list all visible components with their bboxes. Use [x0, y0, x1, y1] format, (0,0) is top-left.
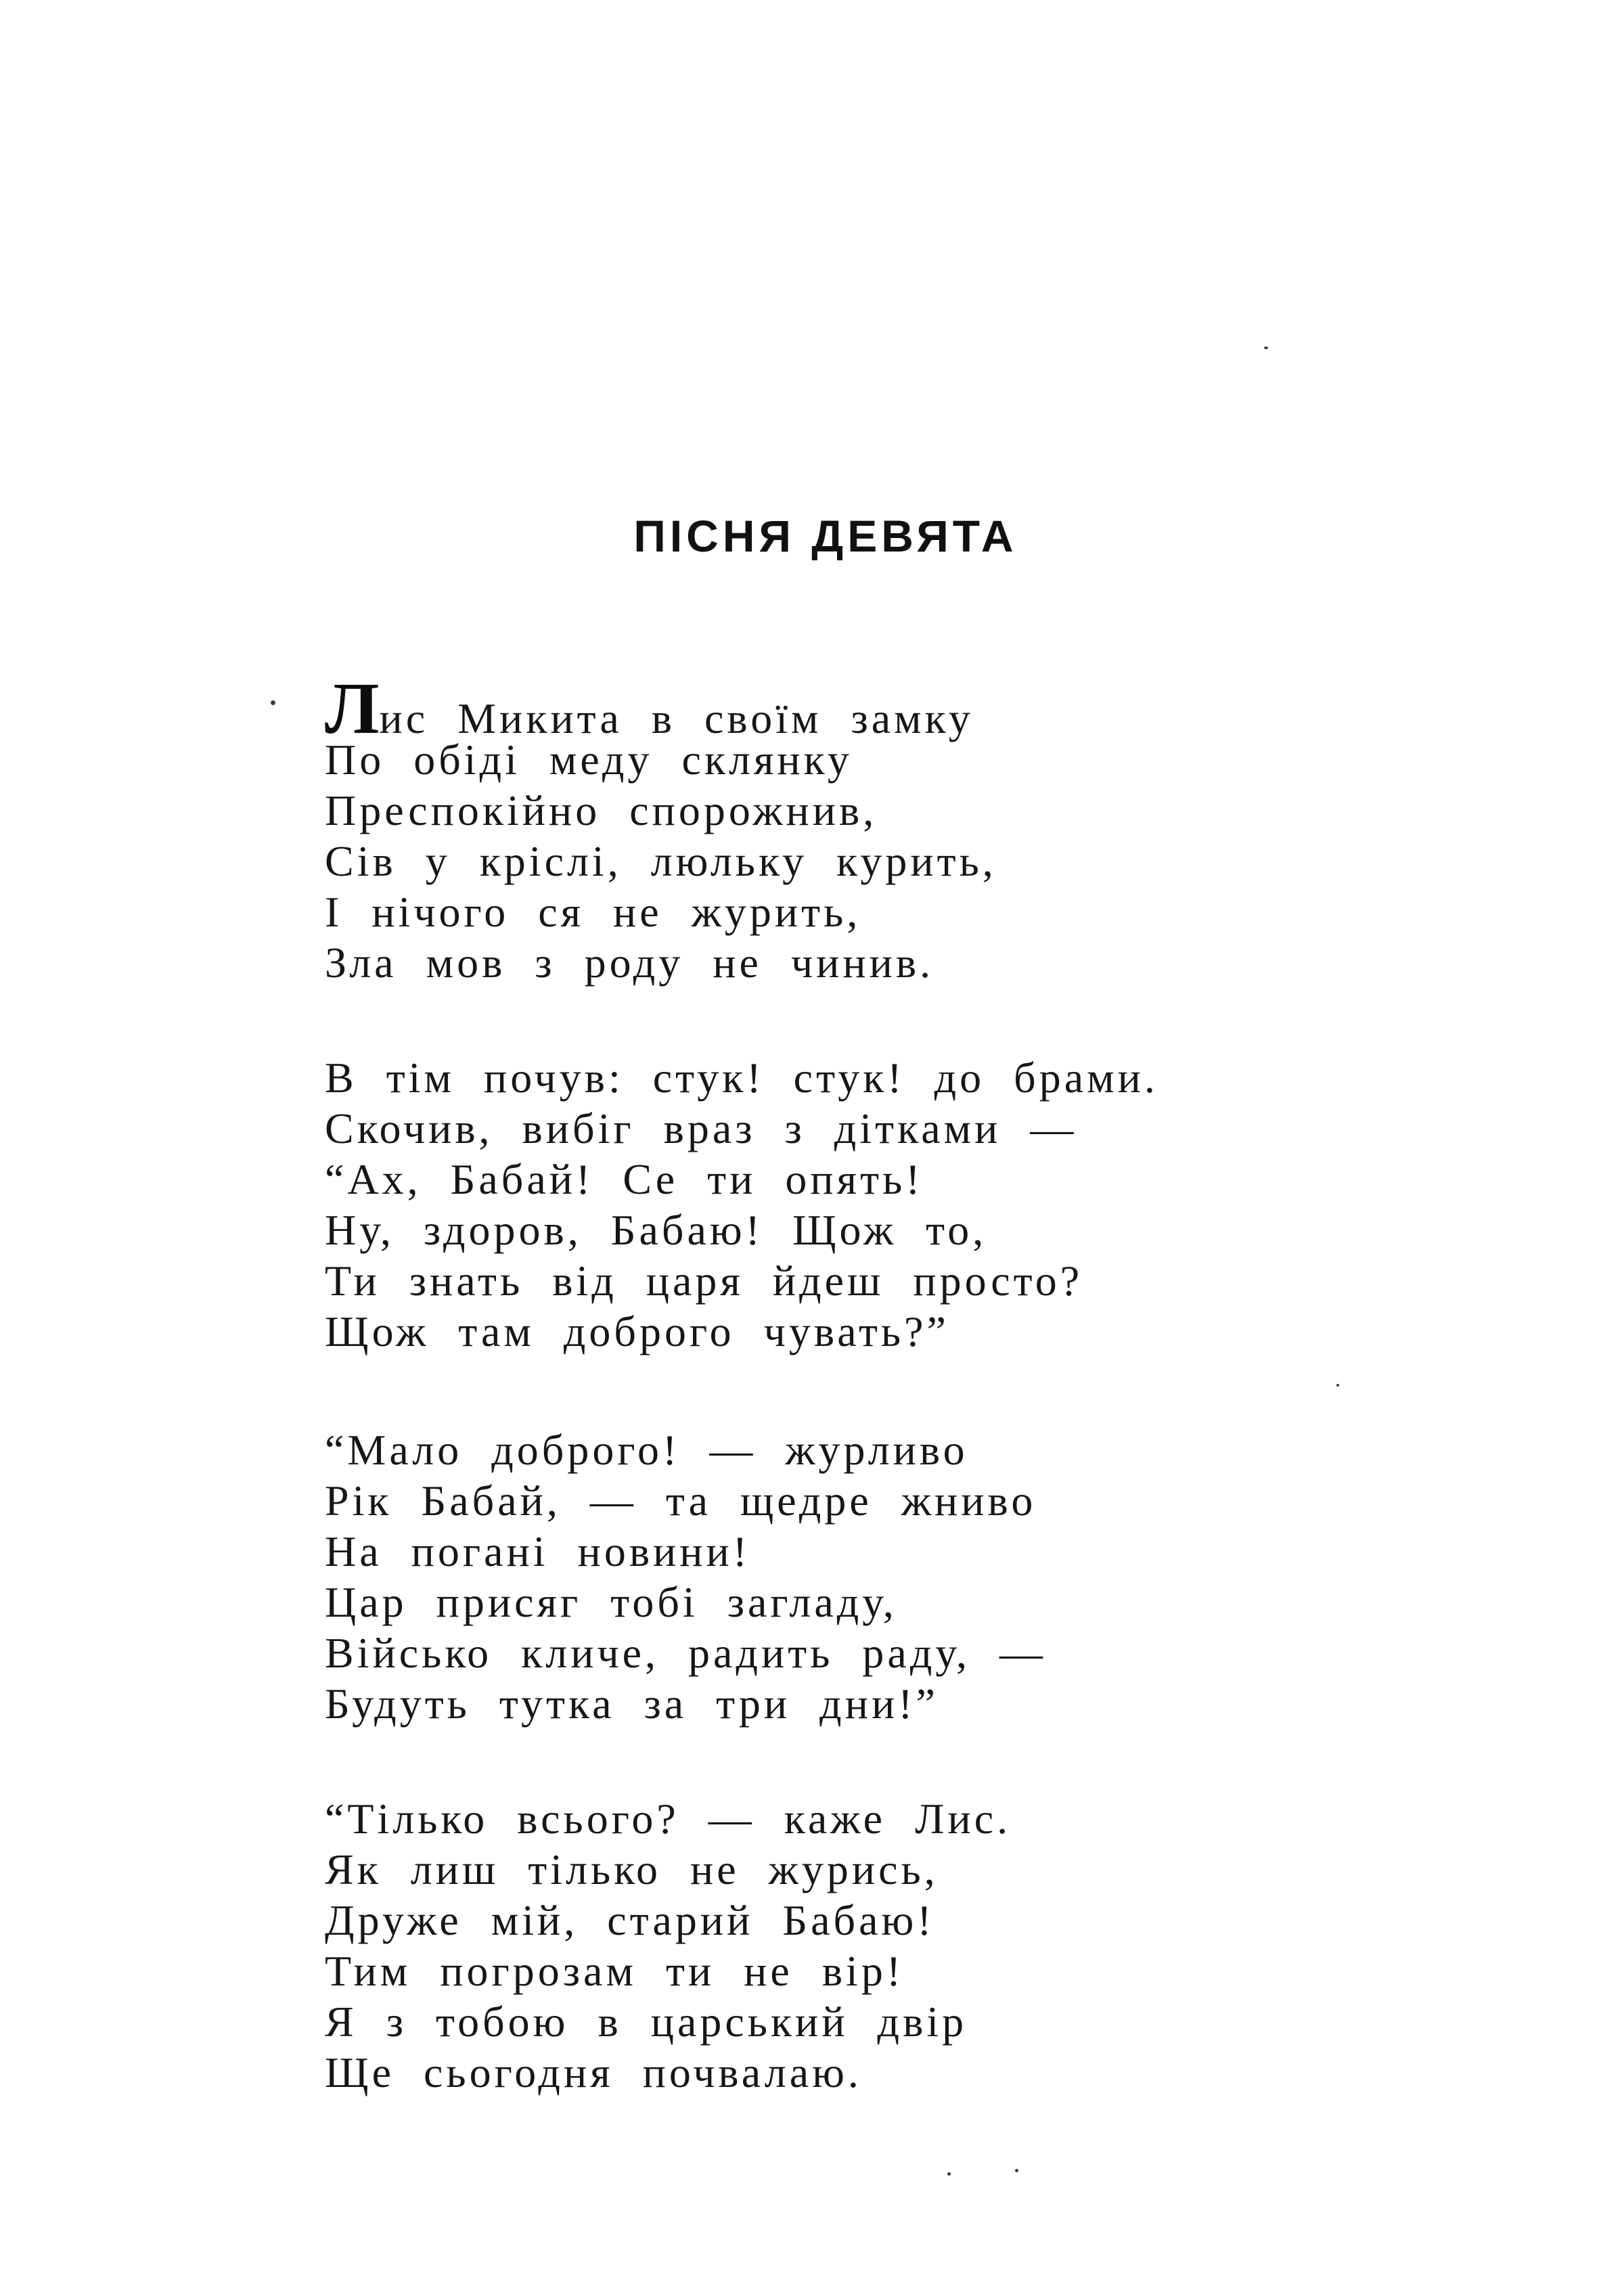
stanza-2: [325, 1052, 1543, 1357]
poem-line: Зла мов з роду не чинив.: [325, 939, 934, 987]
poem-line: Військо кличе, радить раду, —: [325, 1629, 1046, 1677]
poem-line: По обіді меду склянку: [325, 736, 853, 784]
poem-line: Я з тобою в царський двір: [325, 1998, 968, 2046]
drop-cap: Л: [325, 669, 380, 749]
poem-line: Цар присяг тобі загладу,: [325, 1578, 897, 1626]
stanza-4: [325, 1793, 1543, 2098]
poem-line: Ти знать від царя йдеш просто?: [325, 1257, 1083, 1305]
poem-line: [325, 669, 1543, 749]
poem-line: В тім почув: стук! стук! до брами.: [325, 1054, 1158, 1102]
scan-speck: [1336, 1384, 1339, 1387]
poem-line: Тим погрозам ти не вір!: [325, 1947, 905, 1995]
poem-line: На погані новини!: [325, 1527, 751, 1575]
poem-line: Ну, здоров, Бабаю! Щож то,: [325, 1206, 987, 1254]
poem-line: “Мало доброго! — журливо: [325, 1426, 968, 1474]
poem-line: “Ах, Бабай! Се ти опять!: [325, 1155, 924, 1203]
poem-line: Преспокійно спорожнив,: [325, 786, 878, 834]
poem-line: Щож там доброго чувать?”: [325, 1307, 949, 1355]
poem-line: Скочив, вибіг враз з дітками —: [325, 1104, 1077, 1152]
page-title: ПІСНЯ ДЕВЯТА: [633, 511, 1018, 561]
scan-speck: [947, 2172, 951, 2176]
poem-line: Ще сьогодня почвалаю.: [325, 2048, 862, 2096]
first-line-text: ис Микита в своїм замку: [379, 694, 974, 742]
poem-line: І нічого ся не журить,: [325, 888, 861, 936]
stanza-1: [325, 669, 1543, 988]
poem-line: Рік Бабай, — та щедре жниво: [325, 1477, 1037, 1525]
poem-line: Друже мій, старий Бабаю!: [325, 1896, 935, 1944]
poem-line: Сів у кріслі, люльку курить,: [325, 837, 997, 885]
scan-speck: [1264, 346, 1268, 349]
poem-line: Будуть тутка за три дни!”: [325, 1680, 939, 1728]
scan-speck: [271, 700, 275, 705]
stanza-3: [325, 1424, 1543, 1729]
poem-line: Як лиш тілько не журись,: [325, 1845, 939, 1893]
poem-line: “Тілько всього? — каже Лис.: [325, 1795, 1012, 1843]
scan-speck: [1015, 2169, 1018, 2172]
